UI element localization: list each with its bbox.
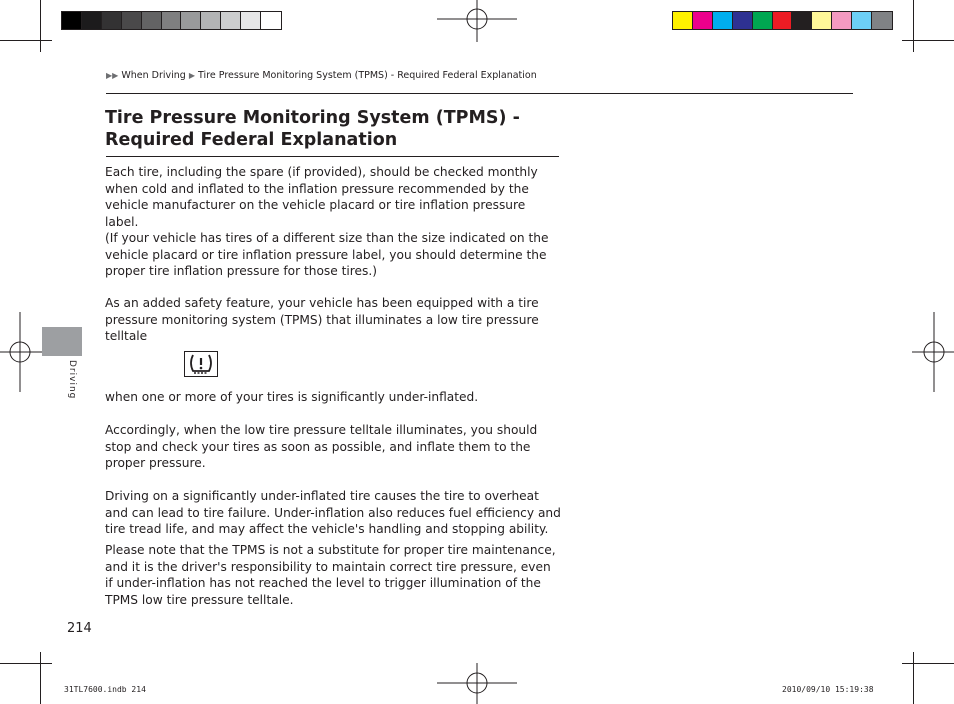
color-swatch bbox=[221, 12, 241, 29]
paragraph-2: (If your vehicle has tires of a different size than the size indicated on the vehicle placard or tire inflation pressure label, you should determine the proper tire inflation pressure for those tires.) bbox=[105, 231, 549, 279]
crop-mark bbox=[40, 652, 41, 704]
crop-mark bbox=[0, 663, 52, 664]
color-bar bbox=[672, 11, 893, 30]
breadcrumb-item-when-driving[interactable]: When Driving bbox=[121, 70, 186, 81]
crop-mark bbox=[913, 652, 914, 704]
color-swatch bbox=[773, 12, 793, 29]
breadcrumb bbox=[106, 70, 537, 81]
breadcrumb-arrow-icon: ▶ bbox=[188, 71, 196, 80]
paragraph-3: As an added safety feature, your vehicle has been equipped with a tire pressure monitoring system (TPMS) that illuminates a low tire pressure telltale bbox=[105, 296, 539, 344]
color-swatch bbox=[852, 12, 872, 29]
color-swatch bbox=[241, 12, 261, 29]
breadcrumb-arrow-icon: ▶▶ bbox=[106, 71, 119, 80]
title-divider bbox=[106, 156, 559, 157]
color-swatch bbox=[181, 12, 201, 29]
crop-mark bbox=[0, 40, 52, 41]
color-swatch bbox=[201, 12, 221, 29]
crop-mark bbox=[902, 663, 954, 664]
color-swatch bbox=[753, 12, 773, 29]
chapter-label: Driving bbox=[67, 360, 77, 400]
footer-timestamp: 2010/09/10 15:19:38 bbox=[782, 685, 874, 694]
crop-mark bbox=[902, 40, 954, 41]
registration-mark-left bbox=[0, 312, 42, 392]
registration-mark-right bbox=[912, 312, 954, 392]
color-swatch bbox=[162, 12, 182, 29]
color-swatch bbox=[673, 12, 693, 29]
color-swatch bbox=[142, 12, 162, 29]
registration-mark-top bbox=[437, 0, 517, 42]
paragraph-7: Please note that the TPMS is not a substitute for proper tire maintenance, and it is the driver's responsibility to maintain correct tire pressure, even if under-inflation has not reached the level to trigger illumination of the TPMS low tire pressure telltale. bbox=[105, 543, 556, 607]
crop-mark bbox=[40, 0, 41, 52]
paragraph-5: Accordingly, when the low tire pressure telltale illuminates, you should stop and check your tires as soon as possible, and inflate them to the proper pressure. bbox=[105, 423, 538, 471]
color-swatch bbox=[812, 12, 832, 29]
color-swatch bbox=[82, 12, 102, 29]
section-title: Tire Pressure Monitoring System (TPMS) - Required Federal Explanation bbox=[105, 108, 520, 150]
color-swatch bbox=[261, 12, 281, 29]
footer-file: 31TL7600.indb 214 bbox=[64, 685, 146, 694]
color-swatch bbox=[733, 12, 753, 29]
grayscale-bar bbox=[61, 11, 282, 30]
color-swatch bbox=[122, 12, 142, 29]
registration-mark-bottom bbox=[437, 663, 517, 704]
color-swatch bbox=[102, 12, 122, 29]
color-swatch bbox=[713, 12, 733, 29]
page-number: 214 bbox=[67, 621, 92, 636]
chapter-tab bbox=[42, 327, 82, 356]
crop-mark bbox=[913, 0, 914, 52]
color-swatch bbox=[792, 12, 812, 29]
color-swatch bbox=[832, 12, 852, 29]
color-swatch bbox=[693, 12, 713, 29]
paragraph-4: when one or more of your tires is significantly under-inflated. bbox=[105, 390, 479, 404]
breadcrumb-item-tpms: Tire Pressure Monitoring System (TPMS) - Required Federal Explanation bbox=[198, 70, 537, 81]
color-swatch bbox=[872, 12, 892, 29]
paragraph-6: Driving on a significantly under-inflated tire causes the tire to overheat and can lead to tire failure. Under-inflation also reduces fuel efficiency and tire tread life, and may affect the vehicle's handling and stopping ability. bbox=[105, 489, 561, 537]
low-tire-pressure-telltale-icon bbox=[184, 351, 218, 377]
color-swatch bbox=[62, 12, 82, 29]
paragraph-1: Each tire, including the spare (if provided), should be checked monthly when cold and inflated to the inflation pressure recommended by the vehicle manufacturer on the vehicle placard or tire inflation pressure label. bbox=[105, 165, 538, 229]
header-divider bbox=[106, 93, 853, 94]
